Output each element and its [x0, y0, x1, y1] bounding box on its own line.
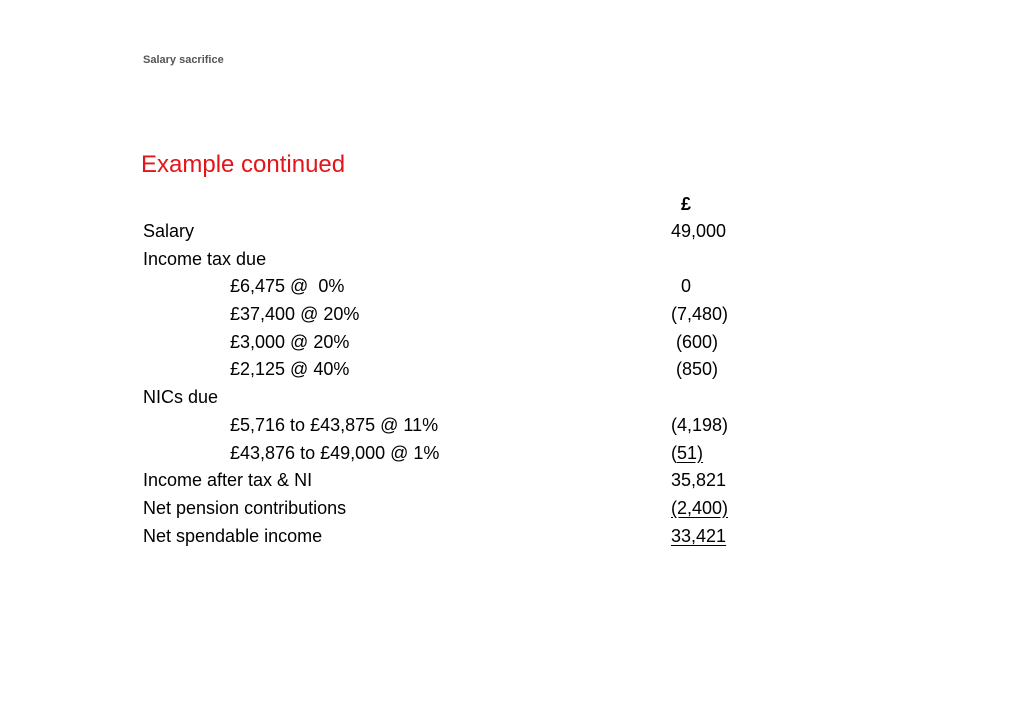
row-label: £2,125 @ 40% — [230, 359, 350, 380]
row-label: £5,716 to £43,875 @ 11% — [230, 414, 439, 435]
row-amount: (2,400) — [671, 497, 729, 518]
row-tax-band-20a — [143, 301, 903, 329]
row-tax-band-0 — [143, 273, 903, 301]
row-amount: 35,821 — [671, 470, 727, 491]
row-amount: 0 — [671, 276, 692, 297]
row-label: £37,400 @ 20% — [230, 304, 360, 325]
row-label: NICs due — [143, 387, 219, 408]
row-label: Income tax due — [143, 248, 267, 269]
row-nic-band-1 — [143, 440, 903, 468]
row-label: Salary — [143, 221, 195, 241]
slide-title: Example continued — [141, 151, 346, 178]
row-label: Net spendable income — [143, 525, 323, 546]
row-nics-due — [143, 384, 903, 412]
row-net-spendable — [143, 523, 903, 551]
row-amount: (600) — [671, 331, 719, 352]
amount-prefix: ( — [671, 442, 677, 463]
row-amount: (850) — [671, 359, 719, 380]
slide-header: Salary sacrifice — [143, 54, 224, 66]
row-label: £43,876 to £49,000 @ 1% — [230, 442, 440, 463]
row-nic-band-11 — [143, 412, 903, 440]
currency-column-header: £ — [681, 194, 692, 214]
amount-underlined: 51) — [677, 442, 704, 463]
row-label: Income after tax & NI — [143, 470, 313, 491]
row-net-pension — [143, 495, 903, 523]
row-income-after-tax — [143, 467, 903, 495]
row-label: £3,000 @ 20% — [230, 331, 350, 352]
row-amount: (4,198) — [671, 414, 729, 435]
row-label: Net pension contributions — [143, 497, 347, 518]
row-amount: (7,480) — [671, 304, 729, 325]
row-amount: 33,421 — [671, 525, 727, 546]
row-salary — [143, 218, 903, 246]
row-tax-band-20b — [143, 329, 903, 357]
row-amount — [671, 440, 703, 467]
row-income-tax-due — [143, 246, 903, 274]
row-label: £6,475 @ 0% — [230, 276, 345, 297]
calculation-table — [143, 218, 903, 550]
row-tax-band-40 — [143, 356, 903, 384]
row-amount: 49,000 — [671, 221, 727, 241]
